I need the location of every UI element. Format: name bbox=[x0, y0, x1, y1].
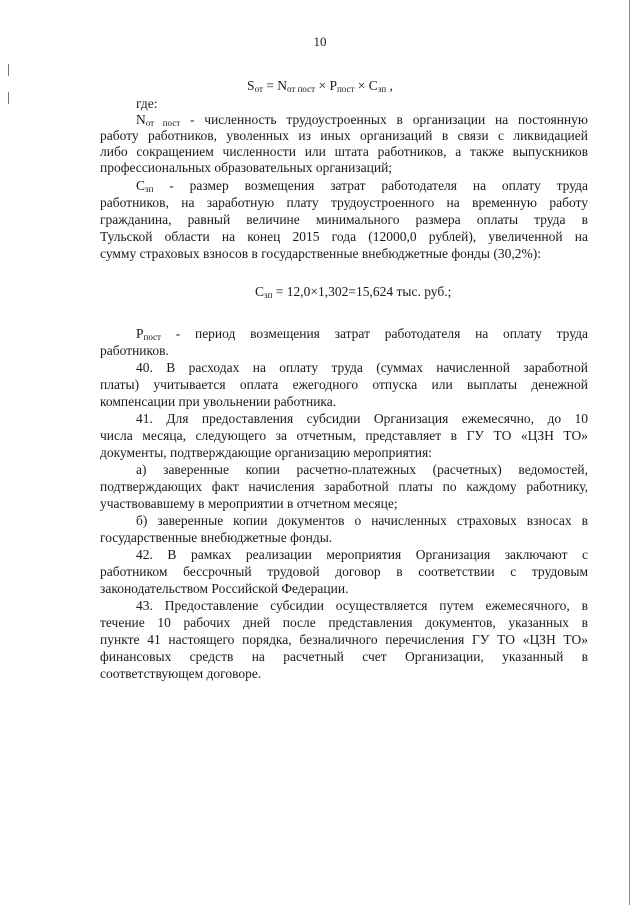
c-def-sub: зп bbox=[145, 184, 154, 194]
paragraph-40-line-3: компенсации при увольнении работника. bbox=[100, 394, 337, 409]
margin-mark-1 bbox=[8, 64, 9, 76]
formula2-value: = 12,0×1,302=15,624 тыс. руб.; bbox=[272, 284, 452, 299]
paragraph-43-line-3: пункте 41 настоящего порядка, безналичного перечисления ГУ ТО «ЦЗН ТО» bbox=[100, 632, 588, 647]
n-def-label: N bbox=[136, 112, 146, 127]
paragraph-41-line-3: документы, подтверждающие организацию мероприятия: bbox=[100, 445, 432, 460]
n-def-sub: от пост bbox=[145, 118, 181, 128]
formula-p-label: P bbox=[329, 78, 337, 93]
formula-n-sub: от пост bbox=[287, 84, 316, 94]
item-a-line-3: участвовавшему в мероприятии в отчетном месяце; bbox=[100, 496, 398, 511]
n-definition-line-4: профессиональных образовательных организаций; bbox=[100, 160, 393, 175]
page-number: 10 bbox=[313, 34, 327, 49]
p-def-label: P bbox=[136, 326, 144, 341]
formula2-label: С bbox=[255, 284, 265, 299]
item-b-line-1: б) заверенные копии документов о начисленных страховых взносах в bbox=[136, 513, 588, 528]
c-def-label: С bbox=[136, 178, 146, 193]
c-definition-line-2: работников, на заработную плату трудоустроенного на временную работу bbox=[100, 195, 588, 210]
paragraph-40-line-1: 40. В расходах на оплату труда (суммах начисленной заработной bbox=[136, 360, 588, 375]
formula-s-sub: от bbox=[254, 84, 263, 94]
p-definition-line-2: работников. bbox=[100, 343, 169, 358]
c-def-text: - размер возмещения затрат работодателя на оплату труда bbox=[153, 178, 588, 193]
formula-eq: = bbox=[262, 78, 278, 93]
formula-c-sub: зп bbox=[377, 84, 387, 94]
formula-times-2: × bbox=[354, 78, 369, 93]
formula-tail: , bbox=[386, 78, 393, 93]
c-definition-line-3: гражданина, равный величине минимального размера оплаты труда в bbox=[100, 212, 588, 227]
where-label: где: bbox=[136, 96, 158, 111]
formula-times-1: × bbox=[315, 78, 330, 93]
c-definition-line-4: Тульской области на конец 2015 года (12000,0 рублей), увеличенной на bbox=[100, 229, 588, 244]
p-def-sub: пост bbox=[143, 332, 161, 342]
c-definition-line-5: сумму страховых взносов в государственные внебюджетные фонды (30,2%): bbox=[100, 246, 541, 261]
formula-s-label: S bbox=[247, 78, 255, 93]
paragraph-43-line-4: финансовых средств на расчетный счет Организации, указанный в bbox=[100, 649, 588, 664]
formula-n-label: N bbox=[277, 78, 288, 93]
formula-c-zp bbox=[255, 284, 451, 300]
paragraph-42-line-1: 42. В рамках реализации мероприятия Организация заключают с bbox=[136, 547, 588, 562]
formula-s-ot bbox=[0, 78, 640, 94]
paragraph-42-line-3: законодательством Российской Федерации. bbox=[100, 581, 349, 596]
n-definition-line-2: работу работников, уволенных из иных организаций в связи с ликвидацией bbox=[100, 128, 588, 143]
item-a-line-2: подтверждающих факт начисления заработной платы по каждому работнику, bbox=[100, 479, 588, 494]
p-def-text: - период возмещения затрат работодателя на оплату труда bbox=[160, 326, 588, 341]
paragraph-40-line-2: платы) учитывается оплата ежегодного отпуска или выплаты денежной bbox=[100, 377, 588, 392]
paragraph-42-line-2: работником бессрочный трудовой договор в соответствии с трудовым bbox=[100, 564, 588, 579]
item-a-line-1: а) заверенные копии расчетно-платежных (расчетных) ведомостей, bbox=[136, 462, 588, 477]
paragraph-41-line-1: 41. Для предоставления субсидии Организация ежемесячно, до 10 bbox=[136, 411, 588, 426]
page-edge-line bbox=[629, 0, 630, 905]
paragraph-43-line-2: течение 10 рабочих дней после представления документов, указанных в bbox=[100, 615, 588, 630]
n-def-text: - численность трудоустроенных в организации на постоянную bbox=[180, 112, 588, 127]
paragraph-43-line-1: 43. Предоставление субсидии осуществляется путем ежемесячного, в bbox=[136, 598, 588, 613]
formula-p-sub: пост bbox=[336, 84, 355, 94]
formula2-sub: зп bbox=[264, 290, 273, 300]
paragraph-43-line-5: соответствующем договоре. bbox=[100, 666, 262, 681]
n-definition-line-3: либо сокращением численности или штата работников, а также выпускников bbox=[100, 144, 588, 159]
formula-c-label: C bbox=[368, 78, 378, 93]
item-b-line-2: государственные внебюджетные фонды. bbox=[100, 530, 333, 545]
paragraph-41-line-2: числа месяца, следующего за отчетным, представляет в ГУ ТО «ЦЗН ТО» bbox=[100, 428, 588, 443]
